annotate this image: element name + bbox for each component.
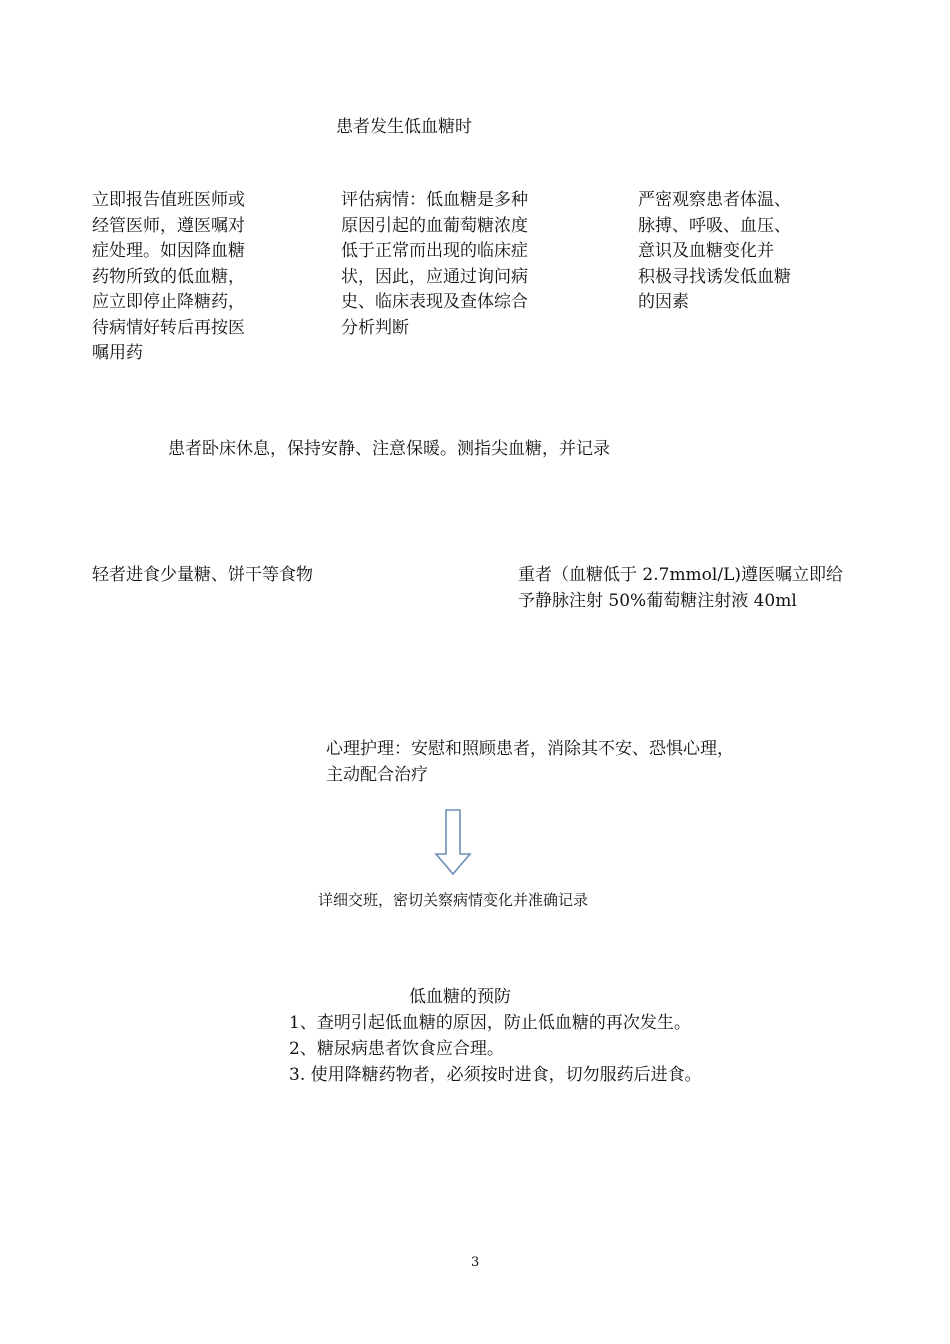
flow-start-node: 患者发生低血糖时 [336,117,472,137]
down-arrow-icon [434,808,474,878]
prevention-item-2: 2、糖尿病患者饮食应合理。 [289,1039,504,1059]
flow-bed-rest-node: 患者卧床休息，保持安静、注意保暖。测指尖血糖，并记录 [168,439,610,459]
flow-severe-case-node: 重者（血糖低于 2.7mmol/L)遵医嘱立即给 予静脉注射 50%葡萄糖注射液 40ml [518,565,843,611]
flow-psych-care-node: 心理护理：安慰和照顾患者，消除其不安、恐惧心理， 主动配合治疗 [326,739,734,785]
prevention-item-1: 1、查明引起低血糖的原因，防止低血糖的再次发生。 [289,1013,691,1033]
flow-handover-node: 详细交班，密切关察病情变化并准确记录 [318,891,589,909]
flow-observe-vitals-node: 严密观察患者体温、 脉搏、呼吸、血压、 意识及血糖变化并 积极寻找诱发低血糖 的因素 [638,190,791,312]
flow-mild-case-node: 轻者进食少量糖、饼干等食物 [92,565,313,585]
page-number: 3 [471,1255,480,1270]
prevention-title: 低血糖的预防 [409,987,511,1007]
prevention-item-3: 3. 使用降糖药物者，必须按时进食，切勿服药后进食。 [289,1065,702,1085]
flow-assess-condition-node: 评估病情：低血糖是多种 原因引起的血葡萄糖浓度 低于正常而出现的临床症 状，因此，应通过询问病 史、临床表现及查体综合 分析判断 [341,190,528,338]
flow-report-doctor-node: 立即报告值班医师或 经管医师，遵医嘱对 症处理。如因降血糖 药物所致的低血糖， 应立即停止降糖药， 待病情好转后再按医 嘱用药 [92,190,245,363]
